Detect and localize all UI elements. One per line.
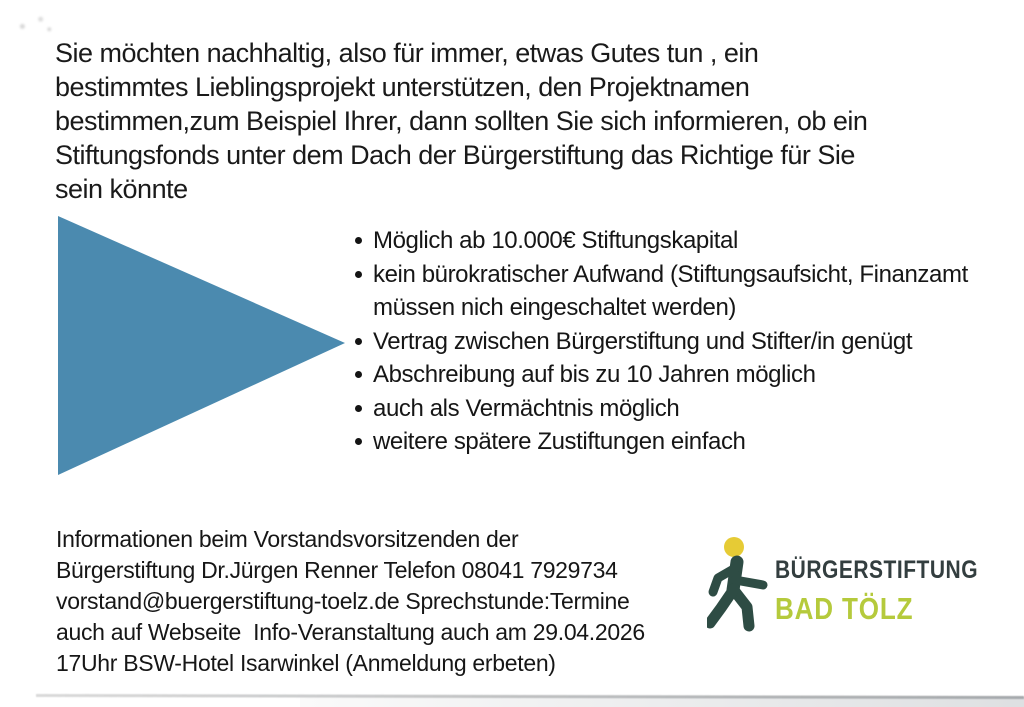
logo-city-name: BAD TÖLZ [775, 591, 914, 626]
intro-line: sein könnte [55, 174, 188, 204]
contact-line: Informationen beim Vorstandsvorsitzenden der [56, 526, 519, 552]
person-front-arm [735, 580, 763, 585]
list-item: Möglich ab 10.000€ Stiftungskapital [352, 224, 970, 258]
triangle-pointer-icon [58, 214, 345, 477]
buergerstiftung-logo [707, 534, 1017, 644]
logo-org-name: BÜRGERSTIFTUNG [775, 556, 979, 584]
benefits-list [352, 224, 970, 459]
list-item: Abschreibung auf bis zu 10 Jahren möglich [352, 358, 970, 392]
contact-line: auch auf Webseite Info-Veranstaltung auch am 29.04.2026 [56, 619, 645, 645]
contact-line: Bürgerstiftung Dr.Jürgen Renner Telefon 08041 7929734 [56, 557, 618, 583]
intro-line: Stiftungsfonds unter dem Dach der Bürgerstiftung das Richtige für Sie [55, 140, 855, 170]
intro-line: bestimmtes Lieblingsprojekt unterstützen, den Projektnamen [55, 72, 750, 102]
contact-line: 17Uhr BSW-Hotel Isarwinkel (Anmeldung erbeten) [56, 650, 556, 676]
logo-text [775, 556, 1017, 627]
list-item: kein bürokratischer Aufwand (Stiftungsaufsicht, Finanzamt müssen nich eingeschaltet werden) [352, 258, 970, 325]
list-item: weitere spätere Zustiftungen einfach [352, 425, 970, 459]
scan-smudge [8, 12, 56, 36]
list-item: Vertrag zwischen Bürgerstiftung und Stifter/in genügt [352, 325, 970, 359]
intro-paragraph [55, 36, 867, 206]
scan-bottom-shade [300, 697, 1024, 707]
intro-line: Sie möchten nachhaltig, also für immer, etwas Gutes tun , ein [55, 38, 759, 68]
triangle-shape [58, 216, 345, 475]
list-item: auch als Vermächtnis möglich [352, 392, 970, 426]
walking-person-icon [707, 534, 769, 634]
contact-info [56, 524, 645, 679]
intro-line: bestimmen,zum Beispiel Ihrer, dann sollten Sie sich informieren, ob ein [55, 106, 868, 136]
contact-line: vorstand@buergerstiftung-toelz.de Sprechstunde:Termine [56, 588, 630, 614]
person-head [724, 537, 744, 557]
